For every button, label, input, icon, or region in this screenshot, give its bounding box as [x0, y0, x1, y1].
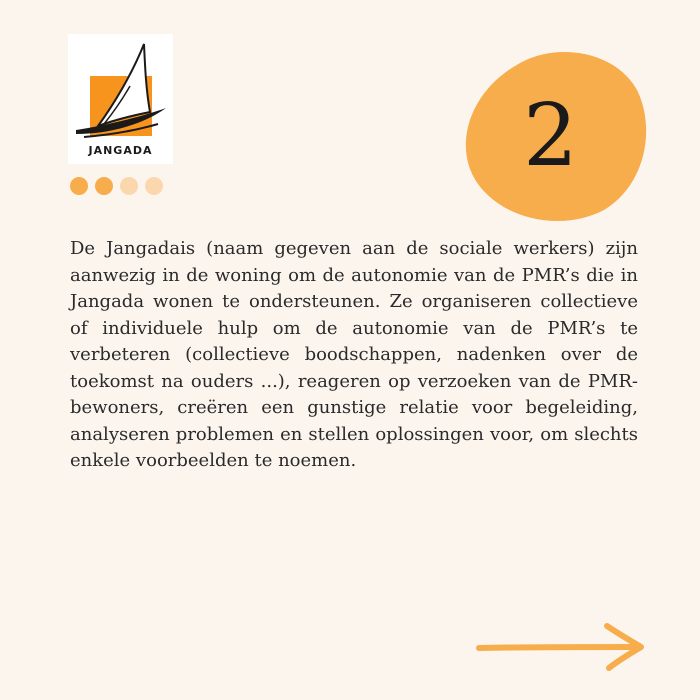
pagination-dots: [70, 177, 163, 195]
pagination-dot-2[interactable]: [95, 177, 113, 195]
sailboat-icon: [68, 34, 173, 144]
pagination-dot-1[interactable]: [70, 177, 88, 195]
pagination-dot-3[interactable]: [120, 177, 138, 195]
body-text: De Jangadais (naam gegeven aan de sociale werkers) zijn aanwezig in de woning om de autonomie van de PMR’s die in Jangada wonen te ondersteunen. Ze organiseren collectieve of individuele hulp om de autonomie van de PMR’s te verbeteren (collectieve boodschappen, nadenken over de toekomst na ouders ...), reageren op verzoeken van de PMR-bewoners, creëren een gunstige relatie voor begeleiding, analyseren problemen en stellen oplossingen voor, om slechts enkele voorbeelden te noemen.: [70, 238, 638, 471]
logo-wordmark: JANGADA: [88, 144, 153, 157]
jangada-logo: [68, 34, 173, 164]
step-number: 2: [523, 85, 578, 186]
pagination-dot-4[interactable]: [145, 177, 163, 195]
right-arrow-icon[interactable]: [475, 620, 647, 672]
